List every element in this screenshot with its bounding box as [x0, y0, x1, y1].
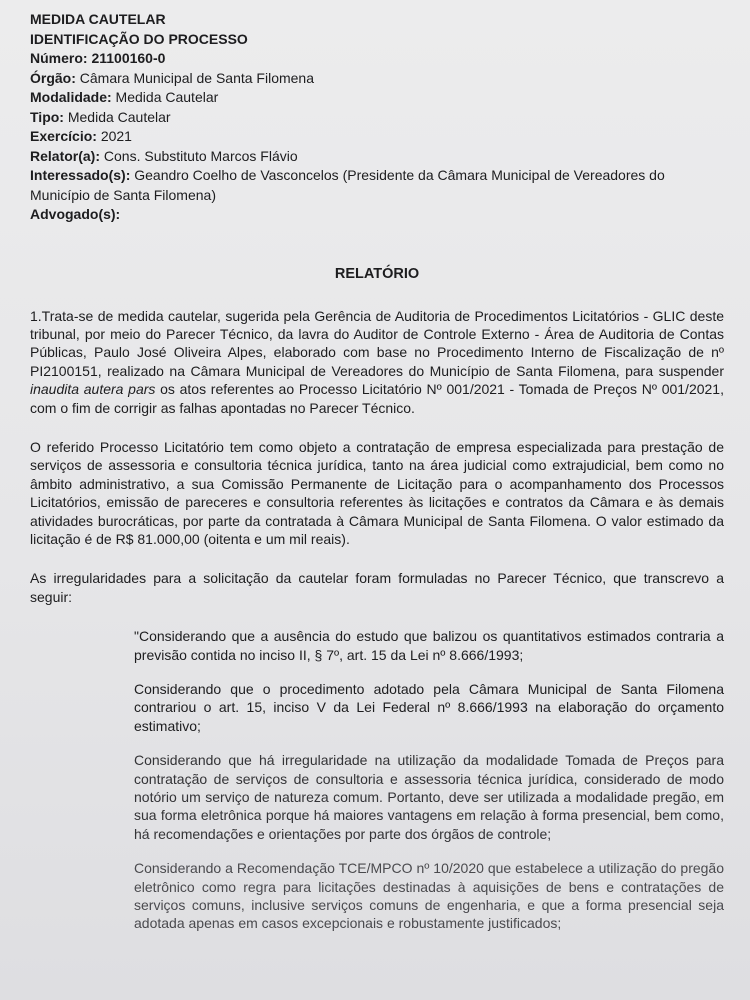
paragraph-1-italic: inaudita autera pars — [30, 381, 156, 398]
quote-1: "Considerando que a ausência do estudo que balizou os quantitativos estimados contraria a previsão contida no inciso II, § 7º, art. 15 da Lei nº 8.666/1993; — [134, 628, 724, 663]
modalidade-value: Medida Cautelar — [111, 89, 219, 105]
quote-3: Considerando que há irregularidade na utilização da modalidade Tomada de Preços para contratação de serviços de consultoria e assessoria técnica jurídica, considerado de modo notório um serviço de natureza comum. Portanto, deve ser utilizada a modalidade pregão, em sua forma eletrônica porque há maiores vantagens em relação à forma presencial, bem como, há recomendações e orientações por parte dos órgãos de controle; — [134, 752, 724, 842]
tipo-label: Tipo: — [30, 108, 64, 125]
orgao-label: Órgão: — [30, 69, 76, 86]
paragraph-1 — [30, 307, 724, 417]
paragraph-1-part-1: 1.Trata-se de medida cautelar, sugerida pela Gerência de Auditoria de Procedimentos Licitatórios - GLIC deste tribunal, por meio do Parecer Técnico, da lavra do Auditor de Controle Externo - Área de Auditoria de Contas Públicas, Paulo José Oliveira Alpes, elaborado com base no Procedimento Interno de Fiscalização de nº PI2100151, realizado na Câmara Municipal de Vereadores do Município de Santa Filomena, para suspender — [30, 307, 724, 379]
numero-value: 21100160-0 — [87, 50, 166, 66]
header-subtitle: IDENTIFICAÇÃO DO PROCESSO — [30, 30, 248, 47]
quote-4: Considerando a Recomendação TCE/MPCO nº 10/2020 que estabelece a utilização do pregão eletrônico como regra para licitações destinadas à aquisições de bens e contratações de serviços comuns, inclusive serviços comuns de engenharia, e que a forma presencial seja adotada apenas em casos excepcionais e robustamente justificados; — [134, 860, 724, 932]
header-tipo — [30, 108, 724, 128]
exercicio-value: 2021 — [96, 128, 132, 144]
header-title: MEDIDA CAUTELAR — [30, 11, 166, 27]
header-exercicio — [30, 127, 724, 147]
header-relator — [30, 147, 724, 167]
relator-label: Relator(a): — [30, 147, 101, 164]
header-orgao — [30, 69, 724, 89]
tipo-value: Medida Cautelar — [63, 108, 171, 125]
exercicio-label: Exercício: — [30, 128, 97, 144]
paragraph-3: As irregularidades para a solicitação da cautelar foram formuladas no Parecer Técnico, que transcrevo a seguir: — [30, 570, 724, 605]
interessado-label: Interessado(s): — [30, 167, 131, 183]
orgao-value: Câmara Municipal de Santa Filomena — [75, 69, 315, 86]
header-advogado: Advogado(s): — [30, 206, 121, 222]
relator-value: Cons. Substituto Marcos Flávio — [100, 147, 298, 164]
interessado-value: Geandro Coelho de Vasconcelos (Presidente da Câmara Municipal de Vereadores do Município de Santa Filomena) — [30, 167, 665, 203]
header-modalidade — [30, 88, 724, 108]
process-header — [30, 10, 724, 225]
quote-2: Considerando que o procedimento adotado pela Câmara Municipal de Santa Filomena contrariou o art. 15, inciso V da Lei Federal nº 8.666/1993 na elaboração do orçamento estimativo; — [134, 681, 724, 734]
report-title: RELATÓRIO — [334, 265, 420, 282]
paragraph-1-part-2: os atos referentes ao Processo Licitatório Nº 001/2021 - Tomada de Preços Nº 001/2021, com o fim de corrigir as falhas apontadas no Parecer Técnico. — [30, 381, 724, 416]
header-numero — [30, 49, 724, 69]
numero-label: Número: — [30, 50, 88, 66]
paragraph-2: O referido Processo Licitatório tem como objeto a contratação de empresa especializada para prestação de serviços de assessoria e consultoria técnica jurídica, tanto na área judicial como extrajudicial, bem como no âmbito administrativo, a sua Comissão Permanente de Licitação para o acompanhamento dos Processos Licitatórios, emissão de pareceres e consultoria referentes às licitações e contratos da Câmara e às demais atividades burocráticas, por parte da contratada à Câmara Municipal de Santa Filomena. O valor estimado da licitação é de R$ 81.000,00 (oitenta e um mil reais). — [30, 438, 724, 547]
header-interessado — [30, 166, 724, 205]
modalidade-label: Modalidade: — [30, 89, 112, 105]
